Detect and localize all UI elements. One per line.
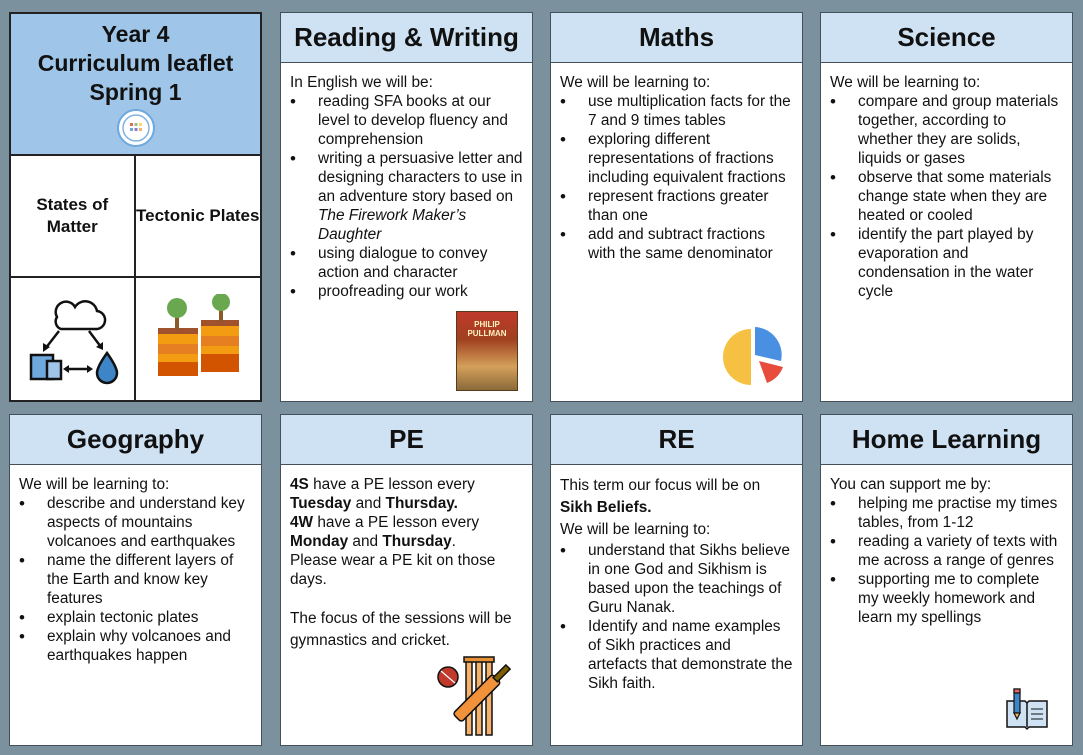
day: Monday [290,533,349,550]
book-author: PULLMAN [467,329,507,338]
text: . [451,533,456,550]
card-heading: Maths [551,13,802,63]
list-item [290,149,523,244]
focus-text: Sikh Beliefs. [560,499,652,516]
pe-schedule-4s [290,475,523,513]
home-learning-card [820,414,1073,746]
topic-states-of-matter: States of Matter [11,156,136,278]
water-cycle-icon [11,278,136,400]
book-title: The Firework Maker’s Daughter [318,207,467,243]
day: Thursday. [385,495,458,512]
title-leaflet: Curriculum leaflet [37,50,234,76]
list-item: • using dialogue to convey action and character [290,244,523,282]
list-item: • use multiplication facts for the 7 and 9 times tables [560,92,793,130]
card-intro: You can support me by: [830,476,992,493]
pe-kit-note: Please wear a PE kit on those days. [290,552,496,588]
text: have a PE lesson every [313,514,480,531]
class-name: 4S [290,476,309,493]
topic-tectonic-plates: Tectonic Plates [136,156,261,278]
item-text: writing a persuasive letter and designing characters to use in an adventure story based on [318,150,523,205]
list-item: • exploring different representations of fractions including equivalent fractions [560,130,793,187]
list-item: • add and subtract fractions with the same denominator [560,225,793,263]
book-pencil-icon [1004,687,1050,733]
card-heading: RE [551,415,802,465]
cricket-icon [436,653,522,739]
card-heading: Home Learning [821,415,1072,465]
list-item: • identify the part played by evaporation and condensation in the water cycle [830,225,1063,301]
text: and [351,495,386,512]
day: Thursday [382,533,452,550]
card-intro: This term our focus will be on [560,477,761,494]
pe-card [280,414,533,746]
list-item: • compare and group materials together, according to whether they are solids, liquids or gases [830,92,1063,168]
title-year: Year 4 [101,21,170,47]
card-intro: We will be learning to: [560,74,711,91]
geography-card [9,414,262,746]
re-focus [560,497,793,519]
card-heading: Reading & Writing [281,13,532,63]
list-item: • reading SFA books at our level to develop fluency and comprehension [290,92,523,149]
science-card [820,12,1073,402]
list-item: • helping me practise my times tables, from 1-12 [830,494,1063,532]
list-item: • Identify and name examples of Sikh practices and artefacts that demonstrate the Sikh faith. [560,617,793,693]
re-card [550,414,803,746]
text: and [348,533,383,550]
list-item: • represent fractions greater than one [560,187,793,225]
card-intro: In English we will be: [290,74,433,91]
reading-writing-card [280,12,533,402]
day: Tuesday [290,495,352,512]
list-item: • reading a variety of texts with me across a range of genres [830,532,1063,570]
list-item: • understand that Sikhs believe in one God and Sikhism is based upon the teachings of Guru Nanak. [560,541,793,617]
title-card [9,12,262,402]
book-cover-image [456,311,518,391]
list-item: • observe that some materials change state when they are heated or cooled [830,168,1063,225]
list-item: • supporting me to complete my weekly homework and learn my spellings [830,570,1063,627]
list-item: • explain tectonic plates [19,608,252,627]
list-item: • proofreading our work [290,282,523,301]
card-intro: We will be learning to: [19,476,170,493]
maths-card [550,12,803,402]
card-heading: Science [821,13,1072,63]
list-item: • describe and understand key aspects of mountains volcanoes and earthquakes [19,494,252,551]
book-author: PHILIP [474,320,500,329]
card-intro: We will be learning to: [830,74,981,91]
pie-chart-icon [723,323,787,387]
card-heading: PE [281,415,532,465]
card-intro: We will be learning to: [560,521,711,538]
text: have a PE lesson every [308,476,475,493]
school-logo-icon [117,109,155,147]
list-item: • explain why volcanoes and earthquakes happen [19,627,252,665]
class-name: 4W [290,514,314,531]
pe-schedule-4w [290,513,523,551]
list-item: • name the different layers of the Earth and know key features [19,551,252,608]
title-term: Spring 1 [89,79,182,105]
leaflet-title [11,14,260,156]
tectonic-plates-icon [136,278,261,400]
pe-focus: The focus of the sessions will be gymnastics and cricket. [290,610,512,649]
card-heading: Geography [10,415,261,465]
